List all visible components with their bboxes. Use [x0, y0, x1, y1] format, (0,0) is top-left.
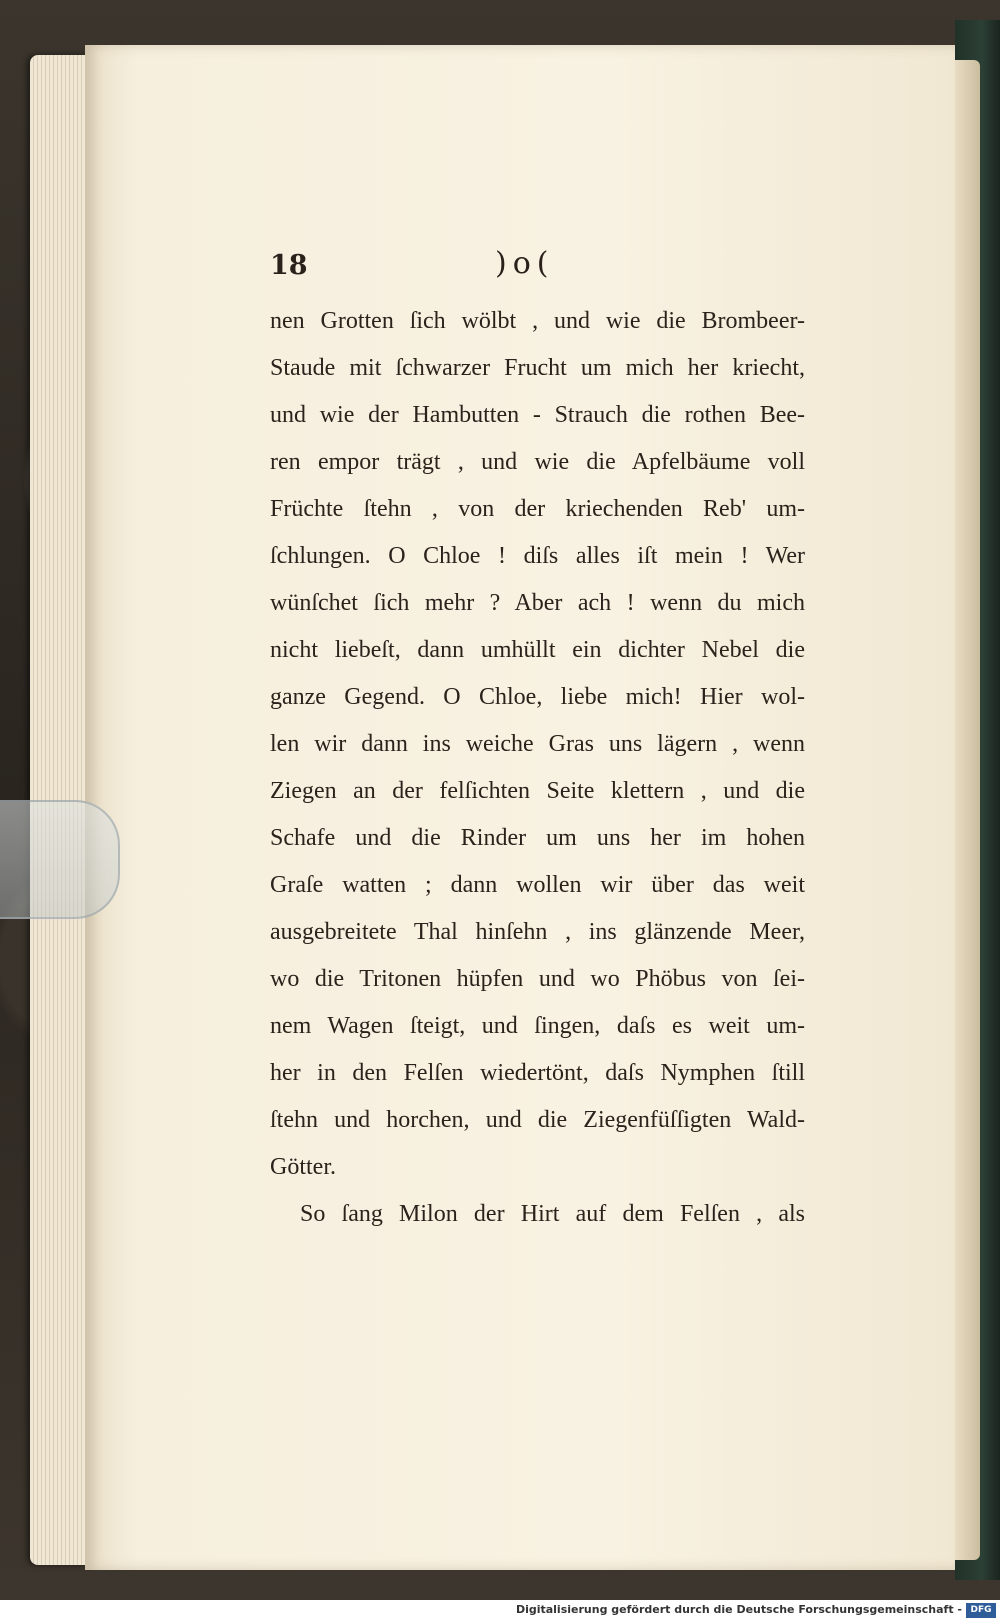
text-line: Götter. [270, 1154, 336, 1180]
text-line: wo die Tritonen hüpfen und wo Phöbus von ſei- [270, 966, 805, 992]
text-line: So ſang Milon der Hirt auf dem Felſen , als [300, 1201, 805, 1227]
text-line: ganze Gegend. O Chloe, liebe mich! Hier wol- [270, 684, 805, 710]
text-line: Graſe watten ; dann wollen wir über das weit [270, 872, 805, 898]
footer-bar [0, 1600, 1000, 1622]
text-line: ausgebreitete Thal hinſehn , ins glänzende Meer, [270, 919, 805, 945]
footer-credit: Digitalisierung gefördert durch die Deutsche Forschungsgemeinschaft - [515, 1603, 962, 1616]
text-line: ſchlungen. O Chloe ! diſs alles iſt mein ! Wer [270, 543, 805, 569]
running-head: )o( [495, 246, 555, 281]
text-line: len wir dann ins weiche Gras uns lägern , wenn [270, 731, 805, 757]
text-line: Staude mit ſchwarzer Frucht um mich her kriecht, [270, 355, 805, 381]
page-number: 18 [270, 250, 308, 281]
text-line: Ziegen an der felſichten Seite klettern , und die [270, 778, 805, 804]
text-line: wünſchet ſich mehr ? Aber ach ! wenn du mich [270, 590, 805, 616]
text-line: ſtehn und horchen, und die Ziegenfüſſigten Wald- [270, 1107, 805, 1133]
text-line: Schafe und die Rinder um uns her im hohen [270, 825, 805, 851]
text-line: her in den Felſen wiedertönt, daſs Nymphen ſtill [270, 1060, 805, 1086]
text-line: nem Wagen ſteigt, und ſingen, daſs es weit um- [270, 1013, 805, 1039]
book-right-edge [955, 60, 980, 1560]
text-line: und wie der Hambutten - Strauch die rothen Bee- [270, 402, 805, 428]
dfg-logo-icon: DFG [966, 1603, 996, 1618]
page-header [270, 246, 800, 290]
text-line: ren empor trägt , und wie die Apfelbäume voll [270, 449, 805, 475]
text-line: Früchte ſtehn , von der kriechenden Reb' um- [270, 496, 805, 522]
text-line: nen Grotten ſich wölbt , und wie die Brombeer- [270, 308, 805, 334]
text-line: nicht liebeſt, dann umhüllt ein dichter Nebel die [270, 637, 805, 663]
body-text [270, 298, 805, 1238]
page-clip [0, 800, 120, 919]
